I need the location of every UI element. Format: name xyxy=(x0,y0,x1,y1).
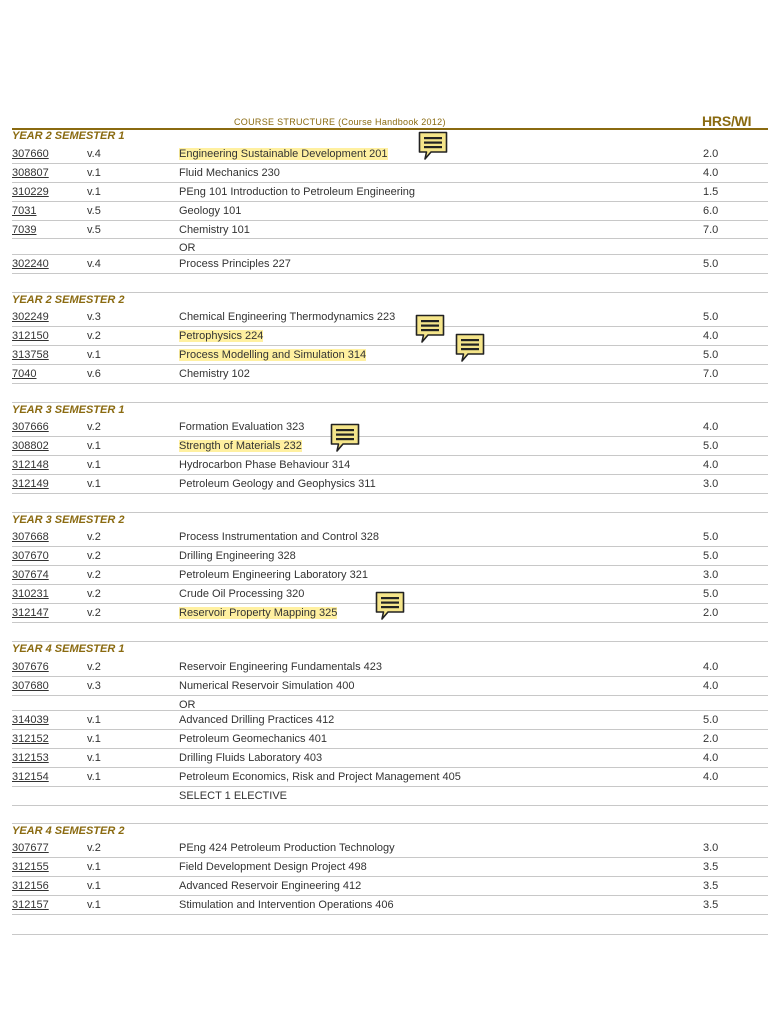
table-row xyxy=(12,839,768,858)
table-row xyxy=(12,365,768,384)
version-cell: v.5 xyxy=(87,224,101,236)
table-row xyxy=(12,658,768,677)
version-cell: v.5 xyxy=(87,205,101,217)
table-row xyxy=(12,183,768,202)
course-code-link[interactable]: 7039 xyxy=(12,224,37,236)
course-code-link[interactable]: 308807 xyxy=(12,167,49,179)
course-title-cell: PEng 101 Introduction to Petroleum Engineering xyxy=(179,186,416,198)
hours-cell: 2.0 xyxy=(703,733,719,745)
course-code-link[interactable]: 302249 xyxy=(12,311,49,323)
course-title-cell: Chemistry 102 xyxy=(179,368,250,380)
section-divider xyxy=(12,641,768,642)
hours-column-heading: HRS/WI xyxy=(702,113,752,129)
version-cell: v.1 xyxy=(87,714,101,726)
table-row xyxy=(12,327,768,346)
table-row xyxy=(12,475,768,494)
semester-heading: YEAR 2 SEMESTER 1 xyxy=(12,130,125,142)
course-title-cell: Advanced Drilling Practices 412 xyxy=(179,714,335,726)
table-row xyxy=(12,749,768,768)
table-row xyxy=(12,145,768,164)
version-cell: v.6 xyxy=(87,368,101,380)
version-cell: v.2 xyxy=(87,588,101,600)
table-row xyxy=(12,221,768,239)
course-title-cell: Formation Evaluation 323 xyxy=(179,421,305,433)
table-row xyxy=(12,858,768,877)
course-title-cell: Process Instrumentation and Control 328 xyxy=(179,531,379,543)
course-code-link[interactable]: 307676 xyxy=(12,661,49,673)
version-cell: v.2 xyxy=(87,842,101,854)
course-code-link[interactable]: 312153 xyxy=(12,752,49,764)
table-row xyxy=(12,456,768,475)
table-row xyxy=(12,877,768,896)
comment-icon[interactable] xyxy=(375,591,405,623)
section-divider xyxy=(12,402,768,403)
version-cell: v.1 xyxy=(87,861,101,873)
version-cell: v.3 xyxy=(87,680,101,692)
table-row xyxy=(12,768,768,787)
hours-cell: 5.0 xyxy=(703,311,719,323)
version-cell: v.2 xyxy=(87,569,101,581)
hours-cell: 3.0 xyxy=(703,478,719,490)
course-code-link[interactable]: 7040 xyxy=(12,368,37,380)
table-row xyxy=(12,164,768,183)
table-row xyxy=(12,711,768,730)
course-title-cell: Strength of Materials 232 xyxy=(179,440,302,452)
course-title-cell: Hydrocarbon Phase Behaviour 314 xyxy=(179,459,351,471)
course-title-cell: OR xyxy=(179,242,196,254)
course-title-cell: Numerical Reservoir Simulation 400 xyxy=(179,680,355,692)
hours-cell: 5.0 xyxy=(703,440,719,452)
course-code-link[interactable]: 312147 xyxy=(12,607,49,619)
hours-cell: 4.0 xyxy=(703,421,719,433)
course-title-cell: Chemical Engineering Thermodynamics 223 xyxy=(179,311,396,323)
version-cell: v.1 xyxy=(87,771,101,783)
section-divider xyxy=(12,934,768,935)
semester-heading: YEAR 4 SEMESTER 1 xyxy=(12,643,125,655)
course-title-cell: Process Modelling and Simulation 314 xyxy=(179,349,367,361)
course-code-link[interactable]: 307670 xyxy=(12,550,49,562)
hours-cell: 3.5 xyxy=(703,880,719,892)
table-row xyxy=(12,202,768,221)
course-code-link[interactable]: 312152 xyxy=(12,733,49,745)
course-code-link[interactable]: 308802 xyxy=(12,440,49,452)
table-row xyxy=(12,255,768,274)
hours-cell: 3.0 xyxy=(703,569,719,581)
hours-cell: 5.0 xyxy=(703,349,719,361)
course-code-link[interactable]: 307660 xyxy=(12,148,49,160)
course-code-link[interactable]: 310231 xyxy=(12,588,49,600)
version-cell: v.1 xyxy=(87,478,101,490)
version-cell: v.2 xyxy=(87,421,101,433)
version-cell: v.2 xyxy=(87,661,101,673)
course-title-cell: SELECT 1 ELECTIVE xyxy=(179,790,288,802)
course-title-cell: PEng 424 Petroleum Production Technology xyxy=(179,842,395,854)
version-cell: v.2 xyxy=(87,330,101,342)
semester-heading: YEAR 3 SEMESTER 1 xyxy=(12,404,125,416)
course-title-cell: Advanced Reservoir Engineering 412 xyxy=(179,880,362,892)
comment-icon[interactable] xyxy=(418,131,448,163)
table-row xyxy=(12,528,768,547)
table-row xyxy=(12,437,768,456)
hours-cell: 4.0 xyxy=(703,771,719,783)
version-cell: v.2 xyxy=(87,550,101,562)
course-code-link[interactable]: 314039 xyxy=(12,714,49,726)
version-cell: v.1 xyxy=(87,440,101,452)
version-cell: v.2 xyxy=(87,531,101,543)
course-code-link[interactable]: 310229 xyxy=(12,186,49,198)
hours-cell: 2.0 xyxy=(703,607,719,619)
table-row xyxy=(12,418,768,437)
version-cell: v.1 xyxy=(87,186,101,198)
course-code-link[interactable]: 312154 xyxy=(12,771,49,783)
course-code-link[interactable]: 307674 xyxy=(12,569,49,581)
course-title-cell: Chemistry 101 xyxy=(179,224,250,236)
course-title-cell: Petroleum Geomechanics 401 xyxy=(179,733,327,745)
hours-cell: 4.0 xyxy=(703,752,719,764)
document-title: COURSE STRUCTURE (Course Handbook 2012) xyxy=(234,117,446,127)
course-code-link[interactable]: 312155 xyxy=(12,861,49,873)
table-row xyxy=(12,896,768,915)
course-code-link[interactable]: 307668 xyxy=(12,531,49,543)
hours-cell: 4.0 xyxy=(703,459,719,471)
course-code-link[interactable]: 312149 xyxy=(12,478,49,490)
course-title-cell: Crude Oil Processing 320 xyxy=(179,588,305,600)
hours-cell: 7.0 xyxy=(703,224,719,236)
table-row xyxy=(12,239,768,255)
hours-cell: 7.0 xyxy=(703,368,719,380)
hours-cell: 5.0 xyxy=(703,258,719,270)
semester-heading: YEAR 3 SEMESTER 2 xyxy=(12,514,125,526)
course-title-cell: Process Principles 227 xyxy=(179,258,291,270)
semester-heading: YEAR 4 SEMESTER 2 xyxy=(12,825,125,837)
comment-icon[interactable] xyxy=(455,333,485,365)
table-row xyxy=(12,566,768,585)
course-title-cell: Drilling Fluids Laboratory 403 xyxy=(179,752,323,764)
table-row xyxy=(12,696,768,711)
table-row xyxy=(12,547,768,566)
course-title-cell: Engineering Sustainable Development 201 xyxy=(179,148,388,160)
hours-cell: 5.0 xyxy=(703,531,719,543)
course-title-cell: Reservoir Engineering Fundamentals 423 xyxy=(179,661,383,673)
version-cell: v.1 xyxy=(87,459,101,471)
course-code-link[interactable]: 307666 xyxy=(12,421,49,433)
version-cell: v.1 xyxy=(87,880,101,892)
course-title-cell: Stimulation and Intervention Operations 406 xyxy=(179,899,394,911)
course-title-cell: Fluid Mechanics 230 xyxy=(179,167,280,179)
course-code-link[interactable]: 302240 xyxy=(12,258,49,270)
hours-cell: 4.0 xyxy=(703,680,719,692)
course-title-cell: Drilling Engineering 328 xyxy=(179,550,296,562)
table-row xyxy=(12,730,768,749)
course-title-cell: Petroleum Engineering Laboratory 321 xyxy=(179,569,368,581)
table-row xyxy=(12,308,768,327)
title-rule xyxy=(12,128,768,130)
version-cell: v.4 xyxy=(87,258,101,270)
comment-icon[interactable] xyxy=(330,423,360,455)
hours-cell: 5.0 xyxy=(703,588,719,600)
table-row xyxy=(12,346,768,365)
course-code-link[interactable]: 312148 xyxy=(12,459,49,471)
version-cell: v.1 xyxy=(87,733,101,745)
hours-cell: 3.5 xyxy=(703,899,719,911)
section-divider xyxy=(12,823,768,824)
hours-cell: 5.0 xyxy=(703,714,719,726)
hours-cell: 4.0 xyxy=(703,661,719,673)
version-cell: v.1 xyxy=(87,167,101,179)
course-code-link[interactable]: 307680 xyxy=(12,680,49,692)
section-divider xyxy=(12,512,768,513)
course-code-link[interactable]: 307677 xyxy=(12,842,49,854)
course-title-cell: Geology 101 xyxy=(179,205,242,217)
version-cell: v.2 xyxy=(87,607,101,619)
version-cell: v.1 xyxy=(87,899,101,911)
comment-icon[interactable] xyxy=(415,314,445,346)
course-title-cell: Field Development Design Project 498 xyxy=(179,861,367,873)
version-cell: v.4 xyxy=(87,148,101,160)
course-title-cell: Petrophysics 224 xyxy=(179,330,264,342)
table-row xyxy=(12,677,768,696)
version-cell: v.1 xyxy=(87,752,101,764)
hours-cell: 1.5 xyxy=(703,186,719,198)
course-code-link[interactable]: 7031 xyxy=(12,205,37,217)
hours-cell: 5.0 xyxy=(703,550,719,562)
version-cell: v.3 xyxy=(87,311,101,323)
course-title-cell: Petroleum Economics, Risk and Project Management 405 xyxy=(179,771,461,783)
course-code-link[interactable]: 312157 xyxy=(12,899,49,911)
hours-cell: 4.0 xyxy=(703,167,719,179)
hours-cell: 3.5 xyxy=(703,861,719,873)
version-cell: v.1 xyxy=(87,349,101,361)
course-code-link[interactable]: 313758 xyxy=(12,349,49,361)
course-title-cell: Reservoir Property Mapping 325 xyxy=(179,607,338,619)
course-code-link[interactable]: 312150 xyxy=(12,330,49,342)
course-code-link[interactable]: 312156 xyxy=(12,880,49,892)
hours-cell: 2.0 xyxy=(703,148,719,160)
hours-cell: 4.0 xyxy=(703,330,719,342)
course-title-cell: OR xyxy=(179,699,196,711)
hours-cell: 3.0 xyxy=(703,842,719,854)
semester-heading: YEAR 2 SEMESTER 2 xyxy=(12,294,125,306)
section-divider xyxy=(12,292,768,293)
hours-cell: 6.0 xyxy=(703,205,719,217)
table-row xyxy=(12,787,768,806)
course-title-cell: Petroleum Geology and Geophysics 311 xyxy=(179,478,376,490)
